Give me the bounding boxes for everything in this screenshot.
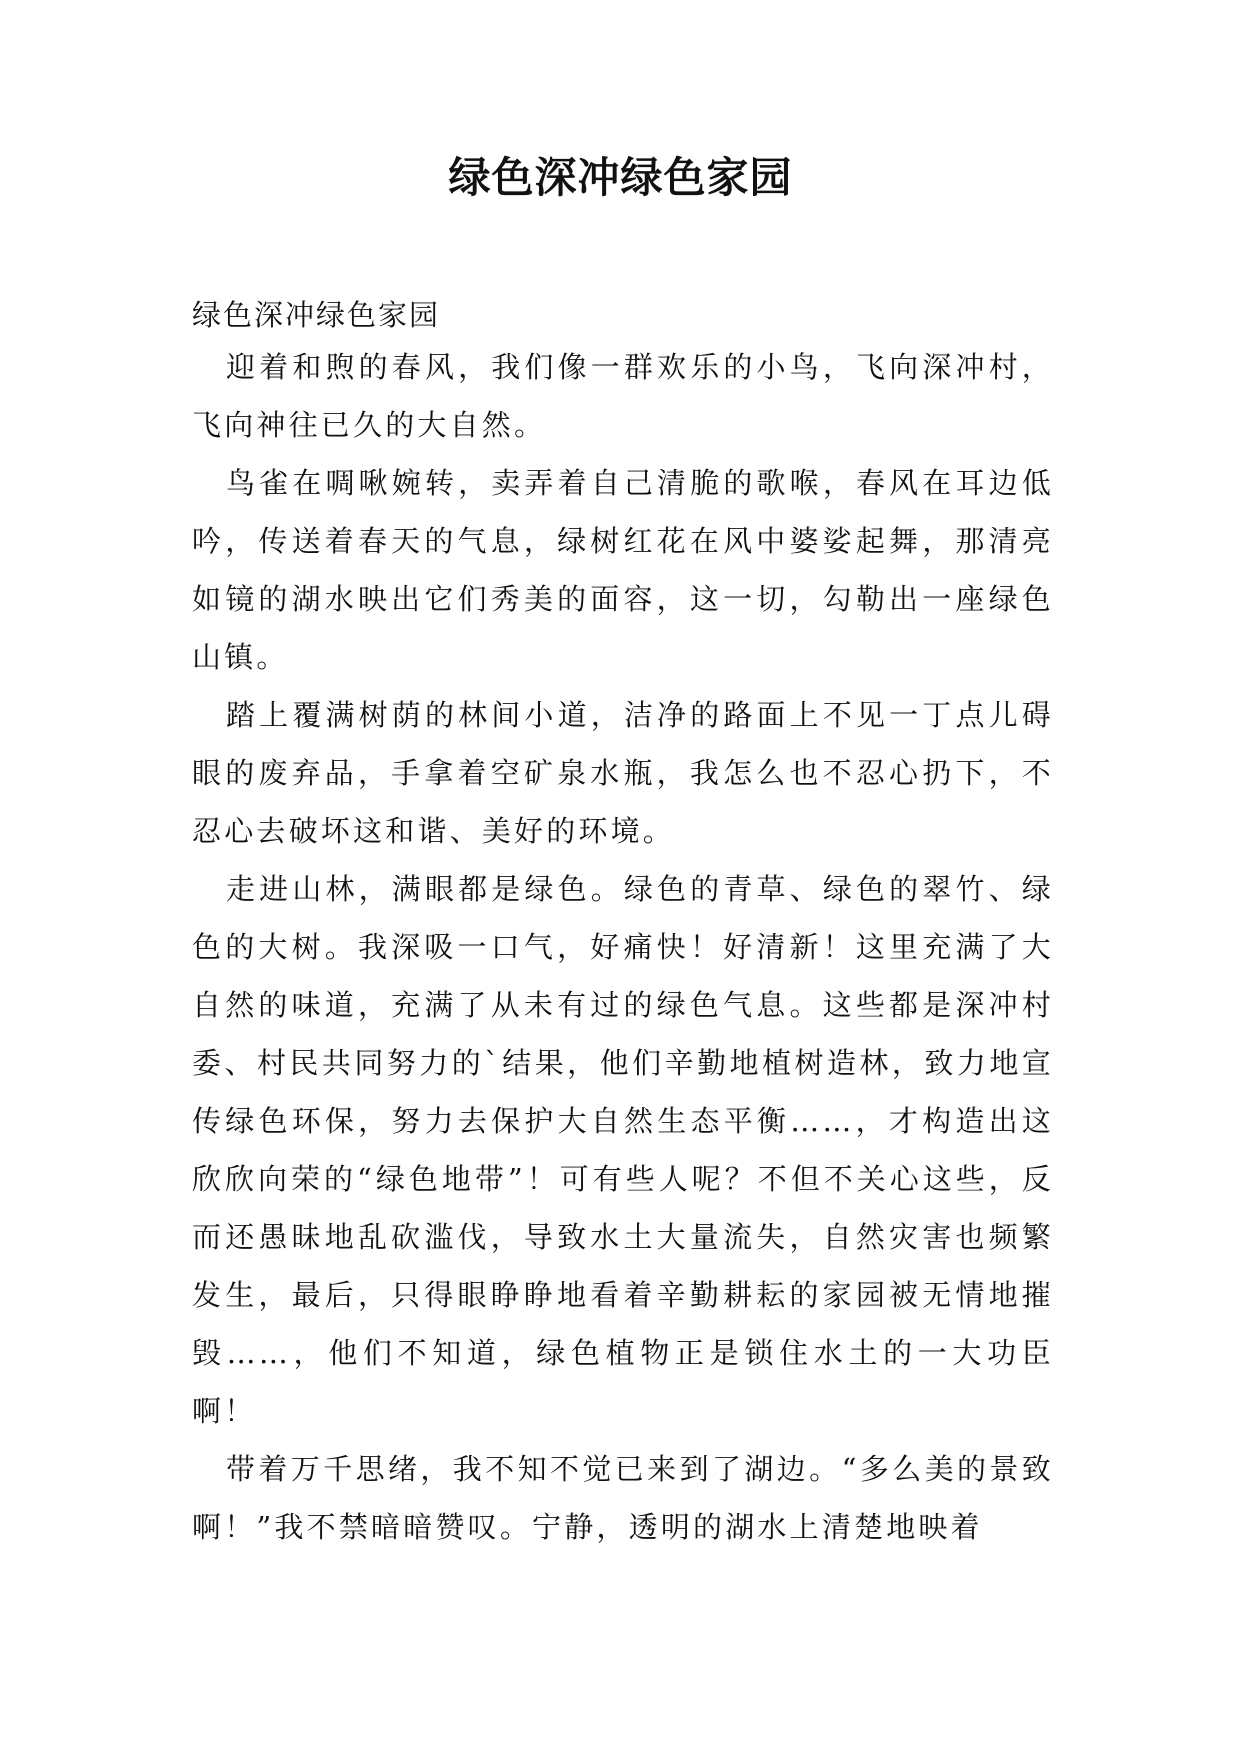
document-title: 绿色深冲绿色家园 xyxy=(448,153,793,202)
paragraph-1: 迎着和煦的春风，我们像一群欢乐的小鸟，飞向深冲村，飞向神往已久的大自然。 xyxy=(192,350,1054,442)
paragraph-4: 走进山林，满眼都是绿色。绿色的青草、绿色的翠竹、绿色的大树。我深吸一口气，好痛快！好清新！这里充满了大自然的味道，充满了从未有过的绿色气息。这些都是深冲村委、村民共同努力的`结果，他们辛勤地植树造林，致力地宣传绿色环保，努力去保护大自然生态平衡……，才构造出这欣欣向荣的“绿色地带”！可有些人呢？不但不关心这些，反而还愚昧地乱砍滥伐，导致水土大量流失，自然灾害也频繁发生，最后，只得眼睁睁地看着辛勤耕耘的家园被无情地摧毁……，他们不知道，绿色植物正是锁住水土的一大功臣啊！ xyxy=(192,872,1054,1428)
paragraph-3: 踏上覆满树荫的林间小道，洁净的路面上不见一丁点儿碍眼的废弃品，手拿着空矿泉水瓶，我怎么也不忍心扔下，不忍心去破坏这和谐、美好的环境。 xyxy=(192,698,1054,848)
paragraph-5: 带着万千思绪，我不知不觉已来到了湖边。“多么美的景致啊！”我不禁暗暗赞叹。宁静，透明的湖水上清楚地映着 xyxy=(192,1452,1054,1544)
document-subtitle: 绿色深冲绿色家园 xyxy=(192,298,441,332)
document-body xyxy=(192,292,1054,1556)
paragraph-2: 鸟雀在啁啾婉转，卖弄着自己清脆的歌喉，春风在耳边低吟，传送着春天的气息，绿树红花在风中婆娑起舞，那清亮如镜的湖水映出它们秀美的面容，这一切，勾勒出一座绿色山镇。 xyxy=(192,466,1054,674)
